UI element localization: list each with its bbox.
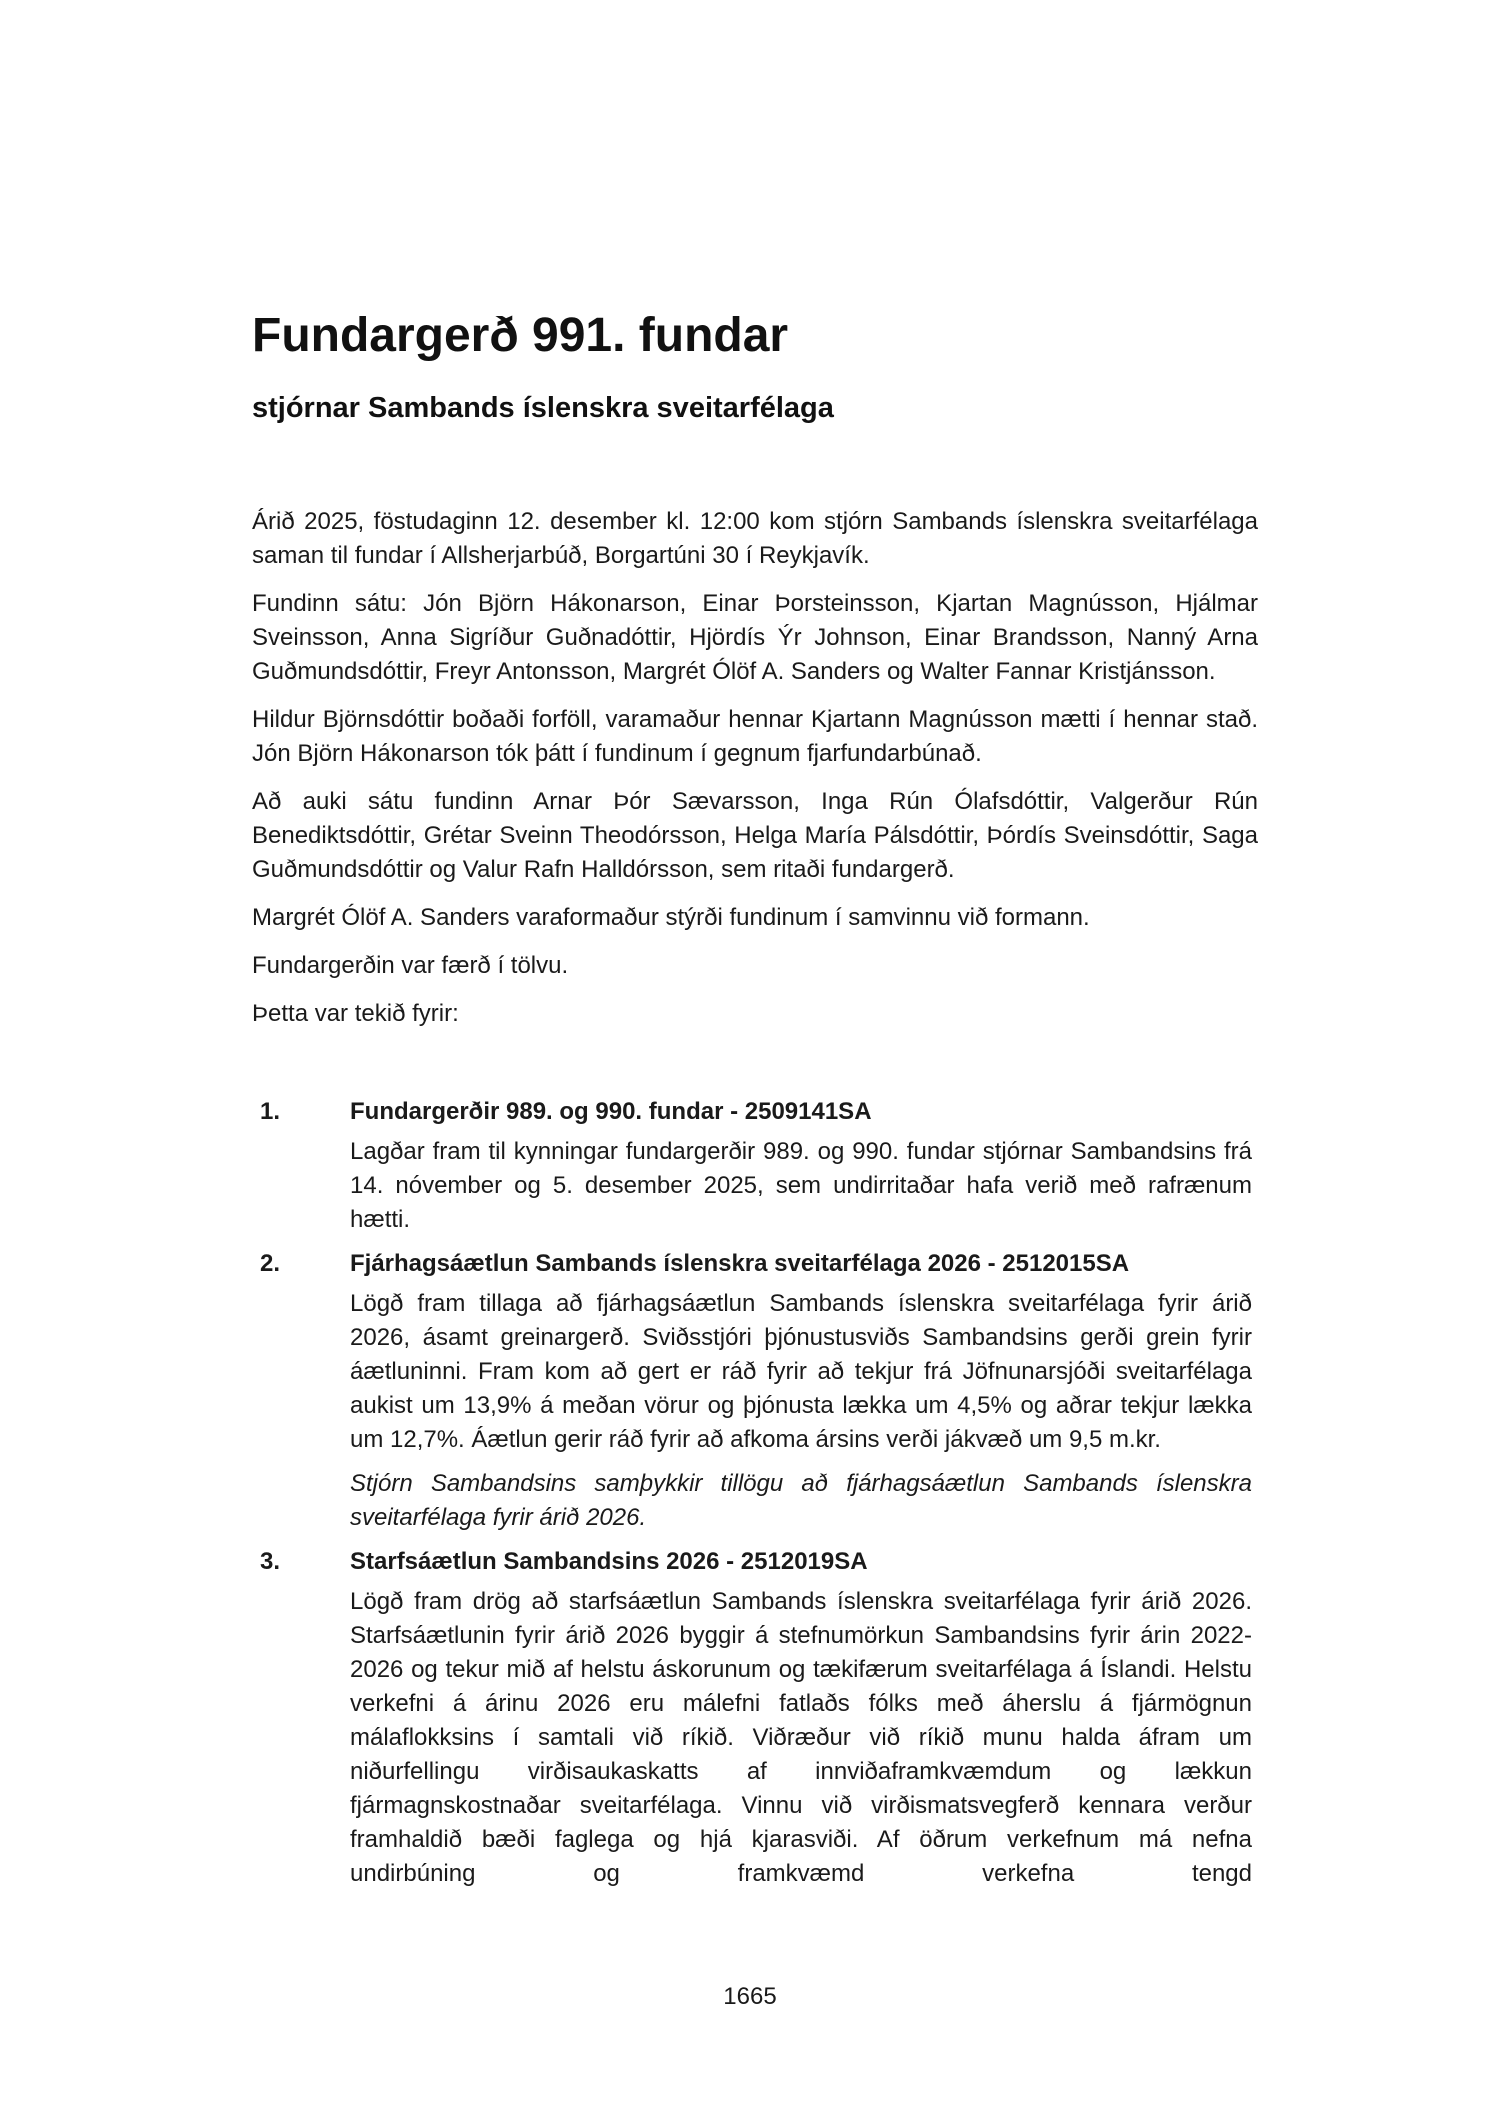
- minutes-recorded-paragraph: Fundargerðin var færð í tölvu.: [252, 952, 569, 979]
- page-number: 1665: [723, 1983, 777, 2010]
- agenda-item-title: Starfsáætlun Sambandsins 2026 - 2512019SA: [350, 1548, 868, 1575]
- agenda-item-body: Lögð fram tillaga að fjárhagsáætlun Sambands íslenskra sveitarfélaga fyrir árið 2026, ásamt greinargerð. Sviðsstjóri þjónustusviðs Sambandsins gerði grein fyrir áætluninni. Fram kom að gert er ráð fyrir að tekjur frá Jöfnunarsjóði sveitarfélaga aukist um 13,9% á meðan vörur og þjónusta lækka um 4,5% og aðrar tekjur lækka um 12,7%. Áætlun gerir ráð fyrir að afkoma ársins verði jákvæð um 9,5 m.kr.: [350, 1290, 1252, 1453]
- page-title: Fundargerð 991. fundar: [252, 309, 789, 362]
- agenda-intro-paragraph: Þetta var tekið fyrir:: [252, 1000, 459, 1027]
- agenda-item-number: 1.: [260, 1098, 281, 1125]
- intro-section: [252, 505, 1258, 1045]
- agenda-item-body: Lagðar fram til kynningar fundargerðir 989. og 990. fundar stjórnar Sambandsins frá 14. nóvember og 5. desember 2025, sem undirritaðar hafa verið með rafrænum hætti.: [350, 1138, 1252, 1233]
- agenda-items: [252, 1095, 1258, 1901]
- agenda-item: [252, 1247, 1258, 1535]
- agenda-item-resolution: Stjórn Sambandsins samþykkir tillögu að fjárhagsáætlun Sambands íslenskra sveitarfélaga fyrir árið 2026.: [350, 1470, 1252, 1531]
- agenda-item: [252, 1095, 1258, 1237]
- agenda-item-body: Lögð fram drög að starfsáætlun Sambands íslenskra sveitarfélaga fyrir árið 2026. Starfsáætlunin fyrir árið 2026 byggir á stefnumörkun Sambandsins fyrir árin 2022-2026 og tekur mið af helstu áskorunum og tækifærum sveitarfélaga á Íslandi. Helstu verkefni á árinu 2026 eru málefni fatlaðs fólks með áherslu á fjármögnun málaflokksins í samtali við ríkið. Viðræður við ríkið munu halda áfram um niðurfellingu virðisaukaskatts af innviðaframkvæmdum og lækkun fjármagnskostnaðar sveitarfélaga. Vinnu við virðismatsvegferð kennara verður framhaldið bæði faglega og hjá kjarasviði. Af öðrum verkefnum má nefna undirbúning og framkvæmd verkefna tengd: [350, 1588, 1252, 1887]
- agenda-item-title: Fjárhagsáætlun Sambands íslenskra sveitarfélaga 2026 - 2512015SA: [350, 1250, 1130, 1277]
- page-subtitle: stjórnar Sambands íslenskra sveitarfélaga: [252, 392, 834, 424]
- attendees-paragraph: Fundinn sátu: Jón Björn Hákonarson, Einar Þorsteinsson, Kjartan Magnússon, Hjálmar Sveinsson, Anna Sigríður Guðnadóttir, Hjördís Ýr Johnson, Einar Brandsson, Nanný Arna Guðmundsdóttir, Freyr Antonsson, Margrét Ólöf A. Sanders og Walter Fannar Kristjánsson.: [252, 590, 1258, 685]
- chair-paragraph: Margrét Ólöf A. Sanders varaformaður stýrði fundinum í samvinnu við formann.: [252, 904, 1090, 931]
- agenda-item: [252, 1545, 1258, 1891]
- agenda-item-title: Fundargerðir 989. og 990. fundar - 2509141SA: [350, 1098, 872, 1125]
- absence-paragraph: Hildur Björnsdóttir boðaði forföll, varamaður hennar Kjartann Magnússon mætti í hennar stað. Jón Björn Hákonarson tók þátt í fundinum í gegnum fjarfundarbúnað.: [252, 706, 1258, 767]
- agenda-item-number: 3.: [260, 1548, 281, 1575]
- additional-attendees-paragraph: Að auki sátu fundinn Arnar Þór Sævarsson, Inga Rún Ólafsdóttir, Valgerður Rún Benediktsdóttir, Grétar Sveinn Theodórsson, Helga María Pálsdóttir, Þórdís Sveinsdóttir, Saga Guðmundsdóttir og Valur Rafn Halldórsson, sem ritaði fundargerð.: [252, 788, 1258, 883]
- meeting-info-paragraph: Árið 2025, föstudaginn 12. desember kl. 12:00 kom stjórn Sambands íslenskra sveitarfélaga saman til fundar í Allsherjarbúð, Borgartúni 30 í Reykjavík.: [252, 508, 1258, 569]
- agenda-item-number: 2.: [260, 1250, 281, 1277]
